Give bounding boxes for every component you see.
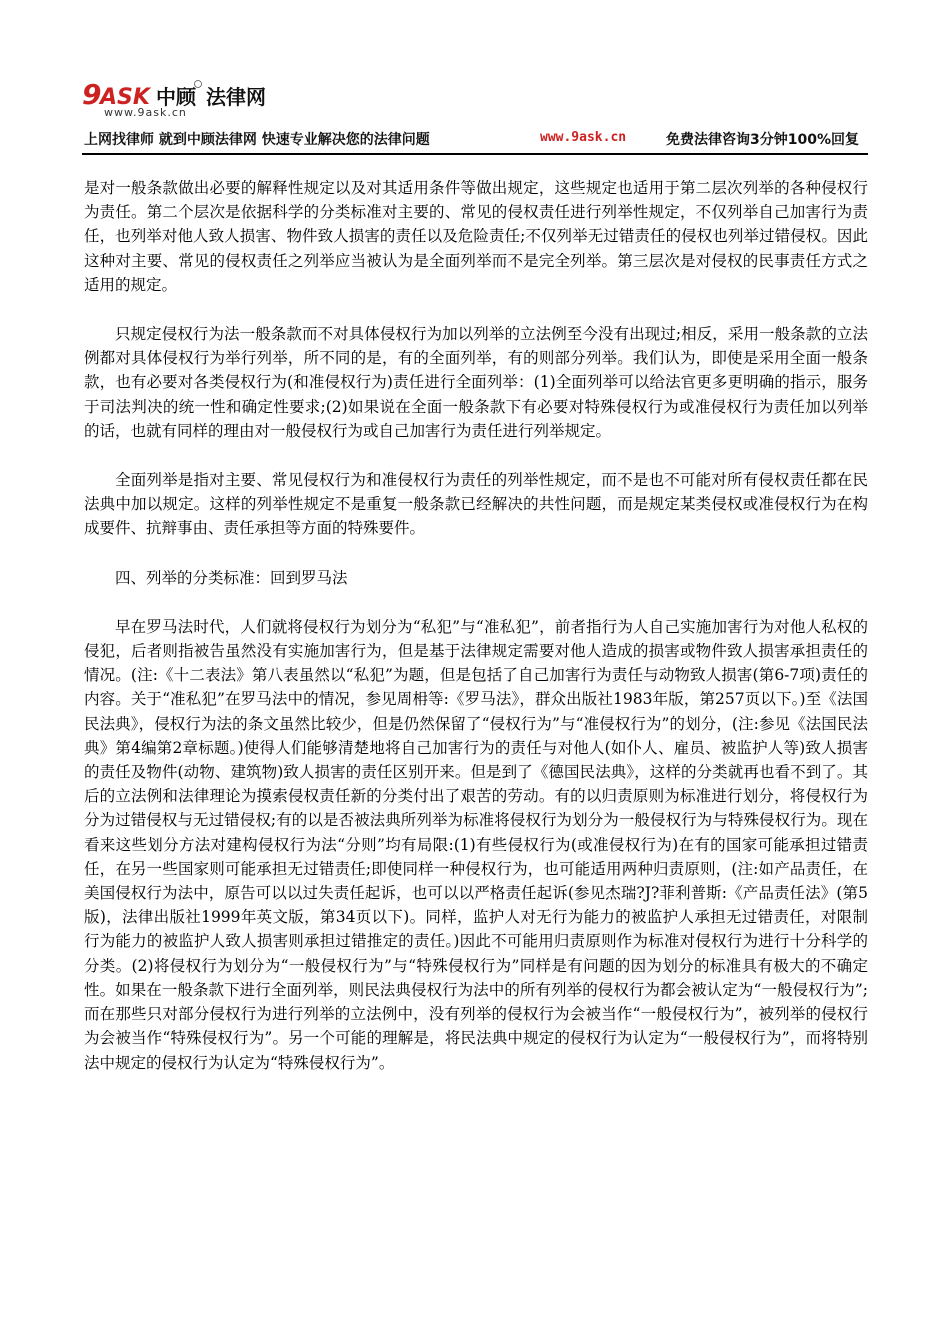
svg-text:9: 9 (82, 78, 102, 111)
header-consult-text: 免费法律咨询3分钟100%回复 (666, 132, 859, 148)
svg-text:中顾: 中顾 (156, 85, 196, 109)
svg-text:ASK: ASK (100, 85, 150, 110)
paragraph: 只规定侵权行为法一般条款而不对具体侵权行为加以列举的立法例至今没有出现过;相反，采用一般条款的立法例都对具体侵权行为举行列举，所不同的是，有的全面列举，有的则部分列举。我们认为，即使是采用全面一般条款，也有必要对各类侵权行为(和准侵权行为)责任进行全面列举：(1)全面列举可以给法官更多更明确的指示，服务于司法判决的统一性和确定性要求;(2)如果说在全面一般条款下有必要对特殊侵权行为或准侵权行为责任加以列举的话，也就有同样的理由对一般侵权行为或自己加害行为责任进行列举规定。 (84, 325, 868, 440)
paragraph-continuation: 是对一般条款做出必要的解释性规定以及对其适用条件等做出规定，这些规定也适用于第二层次列举的各种侵权行为责任。第二个层次是依据科学的分类标准对主要的、常见的侵权责任进行列举性规定，不仅列举自己加害行为责任，也列举对他人致人损害、物件致人损害的责任以及危险责任;不仅列举无过错责任的侵权也列举过错侵权。因此这种对主要、常见的侵权责任之列举应当被认为是全面列举而不是完全列举。第三层次是对侵权的民事责任方式之适用的规定。 (84, 179, 868, 294)
paragraph: 全面列举是指对主要、常见侵权行为和准侵权行为责任的列举性规定，而不是也不可能对所有侵权责任都在民法典中加以规定。这样的列举性规定不是重复一般条款已经解决的共性问题，而是规定某类侵权或准侵权行为在构成要件、抗辩事由、责任承担等方面的特殊要件。 (84, 471, 868, 538)
paragraph: 早在罗马法时代，人们就将侵权行为划分为“私犯”与“准私犯”，前者指行为人自己实施加害行为对他人私权的侵犯，后者则指被告虽然没有实施加害行为，但是基于法律规定需要对他人造成的损害或物件致人损害承担责任的情况。(注:《十二表法》第八表虽然以“私犯”为题，但是包括了自己加害行为责任与动物致人损害(第6-7项)责任的内容。关于“准私犯”在罗马法中的情况，参见周枏等:《罗马法》，群众出版社1983年版，第257页以下。)至《法国民法典》，侵权行为法的条文虽然比较少，但是仍然保留了“侵权行为”与“准侵权行为”的划分，(注:参见《法国民法典》第4编第2章标题。)使得人们能够清楚地将自己加害行为的责任与对他人(如仆人、雇员、被监护人等)致人损害的责任及物件(动物、建筑物)致人损害的责任区别开来。但是到了《德国民法典》，这样的分类就再也看不到了。其后的立法例和法律理论为摸索侵权责任新的分类付出了艰苦的劳动。有的以归责原则为标准进行划分，将侵权行为分为过错侵权与无过错侵权;有的以是否被法典所列举为标准将侵权行为划分为一般侵权行为与特殊侵权行为。现在看来这些划分方法对建构侵权行为法“分则”均有局限:(1)有些侵权行为(或准侵权行为)在有的国家可能承担过错责任，在另一些国家则可能承担无过错责任;即使同样一种侵权行为，也可能适用两种归责原则，(注:如产品责任，在美国侵权行为法中，原告可以以过失责任起诉，也可以以严格责任起诉(参见杰瑞?J?菲利普斯:《产品责任法》(第5版)，法律出版社1999年英文版，第34页以下)。同样，监护人对无行为能力的被监护人承担无过错责任，对限制行为能力的被监护人致人损害则承担过错推定的责任。)因此不可能用归责原则作为标准对侵权行为进行十分科学的分类。(2)将侵权行为划分为“一般侵权行为”与“特殊侵权行为”同样是有问题的因为划分的标准具有极大的不确定性。如果在一般条款下进行全面列举，则民法典侵权行为法中的所有列举的侵权行为都会被认定为“一般侵权行为”;而在那些只对部分侵权行为进行列举的立法例中，没有列举的侵权行为会被当作“一般侵权行为”，被列举的侵权行为会被当作“特殊侵权行为”。另一个可能的理解是，将民法典中规定的侵权行为认定为“一般侵权行为”，而将特别法中规定的侵权行为认定为“特殊侵权行为”。 (84, 617, 868, 1072)
logo-url: www.9ask.cn (104, 106, 187, 119)
section-heading: 四、列举的分类标准：回到罗马法 (115, 568, 348, 587)
page-header (82, 72, 870, 156)
svg-text:法律网: 法律网 (206, 85, 266, 109)
header-site-link[interactable]: www.9ask.cn (540, 130, 627, 145)
document-body (84, 176, 868, 1100)
header-slogan: 上网找律师 就到中顾法律网 快速专业解决您的法律问题 (84, 132, 430, 148)
header-divider (82, 153, 868, 155)
